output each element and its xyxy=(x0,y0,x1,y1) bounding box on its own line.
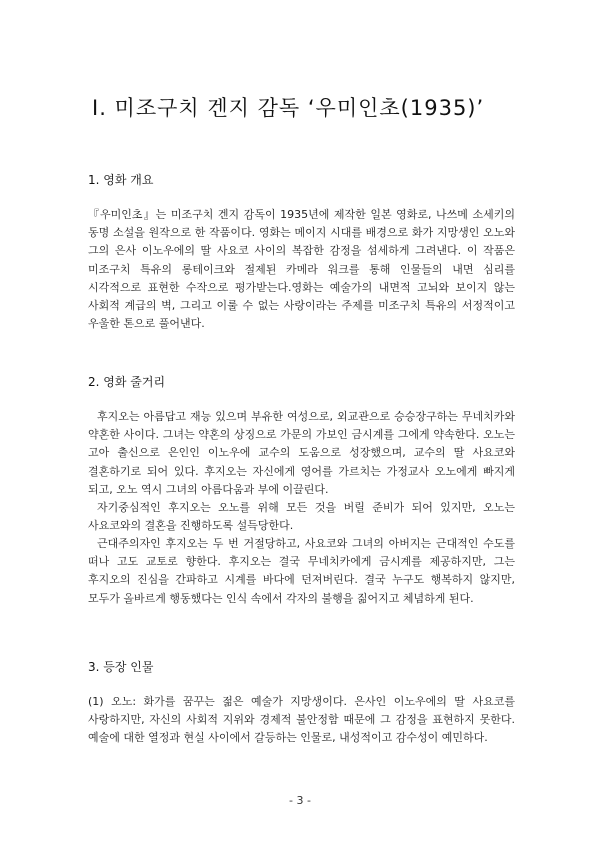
section-heading-synopsis: 2. 영화 줄거리 xyxy=(88,375,166,389)
synopsis-paragraph-3: 근대주의자인 후지오는 두 번 거절당하고, 사요코와 그녀의 아버지는 근대적인 수도를 떠나 고도 교토로 향한다. 후지오는 결국 무네치카에게 금시계를 제공하지만, 그는 후지오의 진심을 간파하고 시계를 바다에 던져버린다. 결국 누구도 행복하지 않지만, 모두가 올바르게 행동했다는 인식 속에서 각자의 불행을 짊어지고 체념하게 된다. xyxy=(88,537,515,605)
section-heading-overview: 1. 영화 개요 xyxy=(88,173,154,187)
character-ono-paragraph: (1) 오노: 화가를 꿈꾸는 젊은 예술가 지망생이다. 은사인 이노우에의 딸 사요코를 사랑하지만, 자신의 사회적 지위와 경제적 불안정함 때문에 그 감정을 표현하지 못한다. 예술에 대한 열정과 현실 사이에서 갈등하는 인물로, 내성적이고 감수성이 예민하다. xyxy=(88,695,515,745)
section-heading-characters: 3. 등장 인물 xyxy=(88,660,154,674)
synopsis-paragraph-2: 자기중심적인 후지오는 오노를 위해 모든 것을 버릴 준비가 되어 있지만, 오노는 사요코와의 결혼을 진행하도록 설득당한다. xyxy=(88,501,515,533)
chapter-title: Ⅰ. 미조구치 겐지 감독 ‘우미인초(1935)’ xyxy=(92,96,485,120)
page-number: - 3 - xyxy=(289,794,311,807)
overview-paragraph: 『우미인초』는 미조구치 겐지 감독이 1935년에 제작한 일본 영화로, 나쓰메 소세키의 동명 소설을 원작으로 한 작품이다. 영화는 메이지 시대를 배경으로 화가 지망생인 오노와 그의 은사 이노우에의 딸 사요코 사이의 복잡한 감정을 섬세하게 그려낸다. 이 작품은 미조구치 특유의 롱테이크와 절제된 카메라 워크를 통해 인물들의 내면 심리를 시각적으로 표현한 수작으로 평가받는다.영화는 예술가의 내면적 고뇌와 보이지 않는 사회적 계급의 벽, 그리고 이룰 수 없는 사랑이라는 주제를 미조구치 특유의 서정적이고 우울한 톤으로 풀어낸다. xyxy=(88,208,515,331)
synopsis-paragraph-1: 후지오는 아름답고 재능 있으며 부유한 여성으로, 외교관으로 승승장구하는 무네치카와 약혼한 사이다. 그녀는 약혼의 상징으로 가문의 가보인 금시계를 그에게 약속한다. 오노는 고아 출신으로 은인인 이노우에 교수의 도움으로 성장했으며, 교수의 딸 사요코와 결혼하기로 되어 있다. 후지오는 자신에게 영어를 가르치는 가정교사 오노에게 빠지게 되고, 오노 역시 그녀의 아름다움과 부에 이끌린다. xyxy=(88,410,515,496)
